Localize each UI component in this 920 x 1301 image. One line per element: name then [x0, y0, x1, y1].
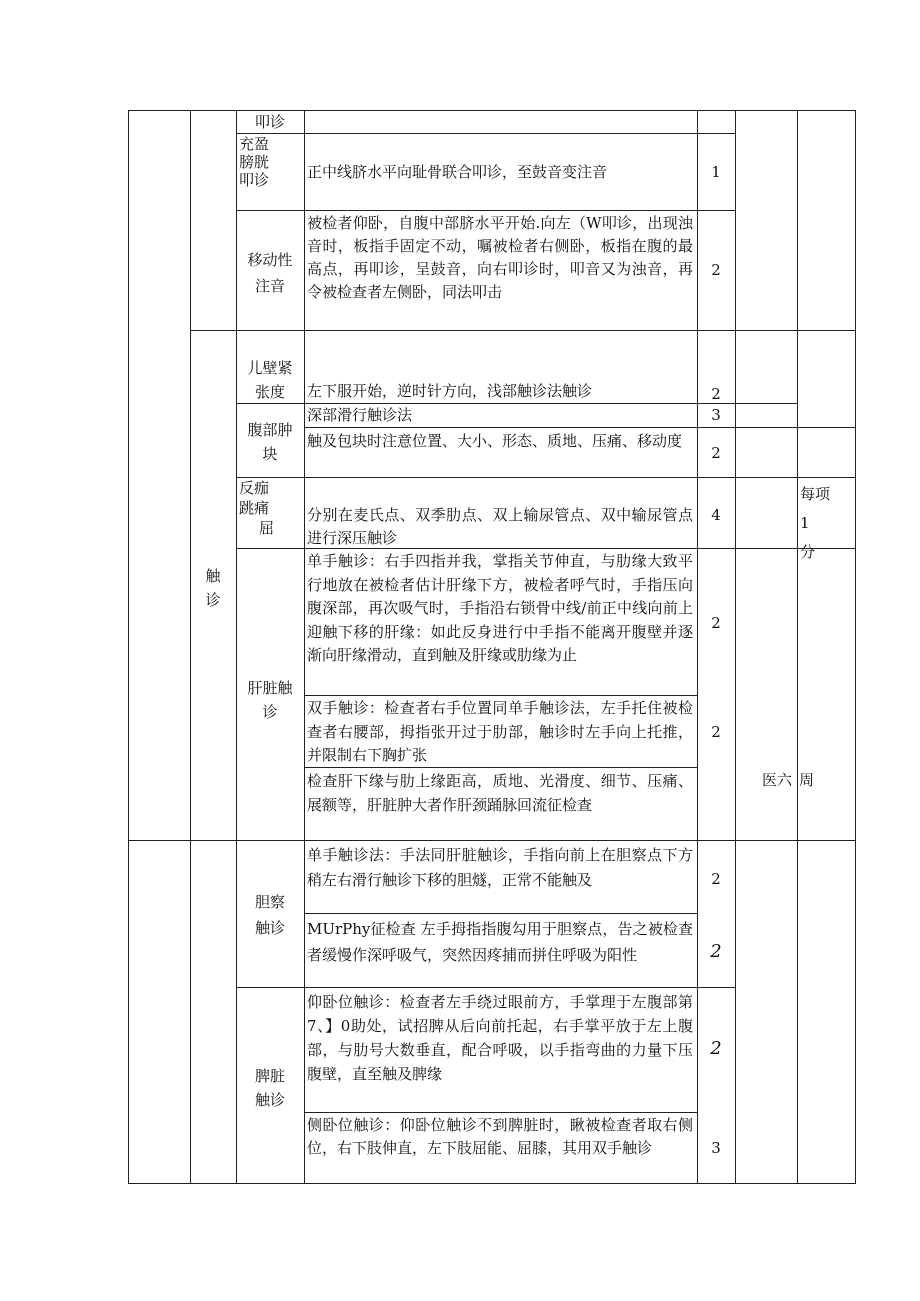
table-border-left	[128, 110, 129, 1184]
col-divider-3	[304, 110, 305, 1184]
row-description: 双手触诊：检查者右手位置同单手触诊法，左手托住被检查者右腰部，拇指张开过于肋部，触诊时左手向上托推，并限制右下胸扩张	[307, 699, 693, 764]
row-description: 被检者仰卧，自腹中部脐水平开始.向左（W叩诊，出现浊音时，板指手固定不动，嘱被检者右侧卧，板指在腹的最高点，再叩诊，呈鼓音，向右叩诊时，叩音又为浊音，再令被检查者左侧卧，同法叩击	[307, 214, 693, 301]
row-name: 腹部肿 块	[247, 421, 293, 463]
row-name: 反痂 跳痛 屈	[239, 479, 275, 537]
row-name: 充盈 膀胱 叩诊	[239, 135, 270, 189]
row-description: 左下服开始，逆时针方向，浅部触诊法触诊	[307, 382, 593, 400]
row-name: 肝脏触 诊	[247, 679, 293, 721]
row-name: 脾脏 触诊	[254, 1067, 285, 1109]
row-description: 仰卧位触诊：检查者左手绕过眼前方，手掌理于左腹部第7、】0助处，试招脾从后向前托起，右手掌平放于左上腹部，与肋号大数垂直，配合呼吸，以手指弯曲的力量下压腹壁，直至触及脾缘	[307, 993, 693, 1083]
row-description: 正中线脐水平向耻骨联合叩诊，至鼓音变注音	[307, 163, 608, 181]
row-line	[236, 987, 735, 988]
row-score: 4	[711, 506, 721, 524]
row-divider-major	[128, 840, 856, 841]
section-label: 触 诊	[205, 567, 221, 609]
row-description: 侧卧位触诊：仰卧位触诊不到脾脏时，瞅被检查者取右侧位，右下肢伸直，左下肢屈能、屈膝，其用双手触诊	[307, 1116, 693, 1157]
row-description: 分别在麦氏点、双季肋点、双上输尿管点、双中输尿管点进行深压触诊	[307, 506, 693, 547]
row-score: 3	[711, 406, 721, 424]
row-description: 触及包块时注意位置、大小、形态、质地、压痛、移动度	[307, 432, 683, 450]
row-score: 2	[711, 614, 721, 632]
row-score: 2	[711, 261, 721, 279]
row-description: 单手触诊法：手法同肝脏触诊，手指向前上在胆察点下方稍左右滑行触诊下移的胆燧，正常不能触及	[307, 846, 693, 889]
row-score: 1	[711, 163, 721, 181]
row-name: 叩诊	[254, 113, 285, 131]
col-divider-1	[190, 110, 191, 1184]
row-line	[304, 1112, 697, 1113]
row-description: 单手触诊：右手四指并我，掌指关节伸直，与肋缘大致平行地放在被检者估计肝缘下方，被检者呼气时，手指压向腹深部，再次吸气时，手指沿右锁骨中线/前正中线向前上迎触下移的肝缘：如此反身进行中手指不能离开腹壁并逐渐向肝缘滑动，直到触及肝缘或肋缘为止	[307, 552, 693, 664]
row-line	[236, 210, 735, 211]
note-yi-liu: 医六	[762, 771, 793, 789]
row-line	[236, 133, 735, 134]
row-score: 2	[711, 444, 721, 462]
row-score: 2	[710, 1038, 722, 1059]
row-name: 儿壁紧 张度	[247, 359, 293, 401]
note-zhou: 周	[799, 771, 815, 789]
row-divider-section	[190, 330, 856, 331]
row-description: 检查肝下缘与肋上缘距高，质地、光滑度、细节、压痛、展额等，肝脏肿大者作肝颈踊脉回流征检查	[307, 772, 693, 814]
table-border-bottom	[128, 1183, 856, 1184]
table-border-right	[855, 110, 856, 1184]
row-line	[304, 695, 697, 696]
row-score: 2	[711, 385, 721, 403]
row-score: 2	[710, 941, 722, 962]
col-divider-6	[797, 110, 798, 1184]
row-line	[304, 427, 856, 428]
col-divider-5	[735, 110, 736, 1184]
row-name: 胆察 触诊	[254, 893, 285, 937]
per-item-note: 每项 1 分	[800, 485, 831, 561]
row-score: 3	[711, 1139, 721, 1157]
row-score: 2	[711, 870, 721, 888]
row-line	[236, 477, 856, 478]
row-name: 移动性 注音	[247, 251, 293, 295]
row-score: 2	[711, 723, 721, 741]
row-description: MUrPhy征检查 左手拇指指腹勾用于胆察点，告之被检查者缓慢作深呼吸气，突然因疼捕而拼住呼吸为阳性	[307, 920, 693, 964]
row-description: 深部滑行触诊法	[307, 406, 413, 424]
row-line	[304, 913, 697, 914]
